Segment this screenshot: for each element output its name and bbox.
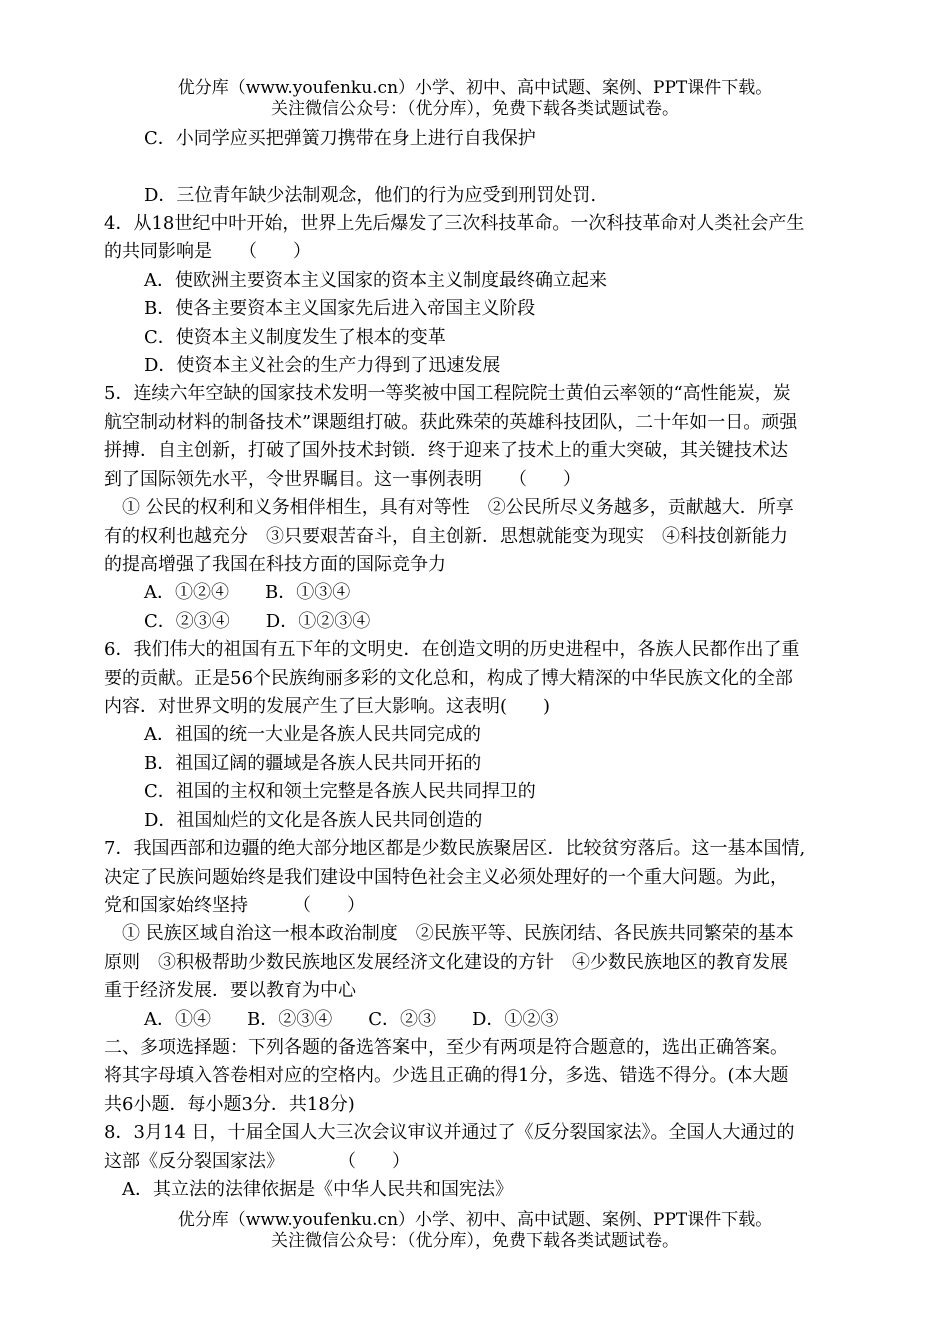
q5-stem-line-4: 到了国际领先水平，令世界瞩目。这一事例表明 （ ） [104, 469, 581, 490]
q5-stem-line-3: 拼搏．自主创新，打破了国外技术封锁．终于迎来了技术上的重大突破，其关键技术达 [104, 440, 788, 461]
footer-line-2: 关注微信公众号：（优分库），免费下载各类试题试卷。 [271, 1231, 679, 1251]
q8-stem-line-2: 这部《反分裂国家法》 （ ） [104, 1151, 410, 1172]
header-line-2: 关注微信公众号：（优分库），免费下载各类试题试卷。 [271, 99, 679, 119]
q7-options: A．①④ B．②③④ C．②③ D．①②③ [144, 1009, 559, 1030]
q5-statements-line-2: 有的权利也越充分 ③只要艰苦奋斗，自主创新．思想就能变为现实 ④科技创新能力 [104, 526, 788, 547]
q7-statements-line-1: ① 民族区域自治这一根本政治制度 ②民族平等、民族闭结、各民族共同繁荣的基本 [122, 923, 794, 944]
footer-line-1: 优分库（www.youfenku.cn）小学、初中、高中试题、案例、PPT课件下载。 [177, 1210, 773, 1230]
q5-statements-line-1: ① 公民的权利和义务相伴相生，具有对等性 ②公民所尽义务越多，贡献越大．所享 [122, 497, 794, 518]
q6-stem-line-1: 6．我们伟大的祖国有五下年的文明史．在创造文明的历史进程中，各族人民都作出了重 [104, 639, 800, 660]
q4-option-b: B．使各主要资本主义国家先后进入帝国主义阶段 [144, 298, 536, 319]
q7-stem-line-2: 决定了民族问题始终是我们建设中国特色社会主义必须处理好的一个重大问题。为此， [104, 867, 788, 888]
q7-statements-line-3: 重于经济发展．要以教育为中心 [104, 980, 356, 1001]
section2-heading-line-3: 共6小题．每小题3分．共18分) [104, 1094, 355, 1115]
q6-stem-line-3: 内容．对世界文明的发展产生了巨大影响。这表明( ) [104, 696, 551, 717]
q3-option-d: D．三位青年缺少法制观念，他们的行为应受到刑罚处罚. [144, 185, 597, 206]
q6-option-a: A．祖国的统一大业是各族人民共同完成的 [144, 724, 481, 745]
q6-option-b: B．祖国辽阔的疆域是各族人民共同开拓的 [144, 753, 482, 774]
q3-option-c: C．小同学应买把弹簧刀携带在身上进行自我保护 [144, 128, 536, 149]
q4-stem-line-2: 的共同影响是 （ ） [104, 241, 311, 262]
q4-option-d: D．使资本主义社会的生产力得到了迅速发展 [144, 355, 501, 376]
section2-heading-line-1: 二、多项选择题：下列各题的备选答案中，至少有两项是符合题意的，选出正确答案。 [104, 1037, 788, 1058]
q5-statements-line-3: 的提高增强了我国在科技方面的国际竞争力 [104, 554, 446, 575]
header-line-1: 优分库（www.youfenku.cn）小学、初中、高中试题、案例、PPT课件下载。 [177, 78, 773, 98]
q5-options-ab: A．①②④ B．①③④ [144, 582, 351, 603]
q5-stem-line-2: 航空制动材料的制备技术”课题组打破。获此殊荣的英雄科技团队，二十年如一日。顽强 [104, 412, 798, 433]
q4-stem-line-1: 4．从18世纪中叶开始，世界上先后爆发了三次科技革命。一次科技革命对人类社会产生 [104, 213, 805, 234]
q5-stem-line-1: 5．连续六年空缺的国家技术发明一等奖被中国工程院院士黄伯云率领的“高性能炭，炭 [104, 383, 791, 404]
q5-options-cd: C．②③④ D．①②③④ [144, 611, 371, 632]
section2-heading-line-2: 将其字母填入答卷相对应的空格内。少选且正确的得1分，多选、错选不得分。(本大题 [104, 1065, 789, 1086]
q8-option-a: A．其立法的法律依据是《中华人民共和国宪法》 [122, 1179, 513, 1200]
q8-stem-line-1: 8．3月14 日，十届全国人大三次会议审议并通过了《反分裂国家法》。全国人大通过的 [104, 1122, 795, 1143]
q4-option-a: A．使欧洲主要资本主义国家的资本主义制度最终确立起来 [144, 270, 607, 291]
q6-stem-line-2: 要的贡献。正是56个民族绚丽多彩的文化总和，构成了博大精深的中华民族文化的全部 [104, 668, 793, 689]
q7-stem-line-3: 党和国家始终坚持 （ ） [104, 895, 365, 916]
q7-statements-line-2: 原则 ③积极帮助少数民族地区发展经济文化建设的方针 ④少数民族地区的教育发展 [104, 952, 788, 973]
q4-option-c: C．使资本主义制度发生了根本的变革 [144, 327, 446, 348]
q6-option-d: D．祖国灿烂的文化是各族人民共同创造的 [144, 810, 483, 831]
q6-option-c: C．祖国的主权和领土完整是各族人民共同捍卫的 [144, 781, 536, 802]
q7-stem-line-1: 7．我国西部和边疆的绝大部分地区都是少数民族聚居区．比较贫穷落后。这一基本国情, [104, 838, 806, 859]
